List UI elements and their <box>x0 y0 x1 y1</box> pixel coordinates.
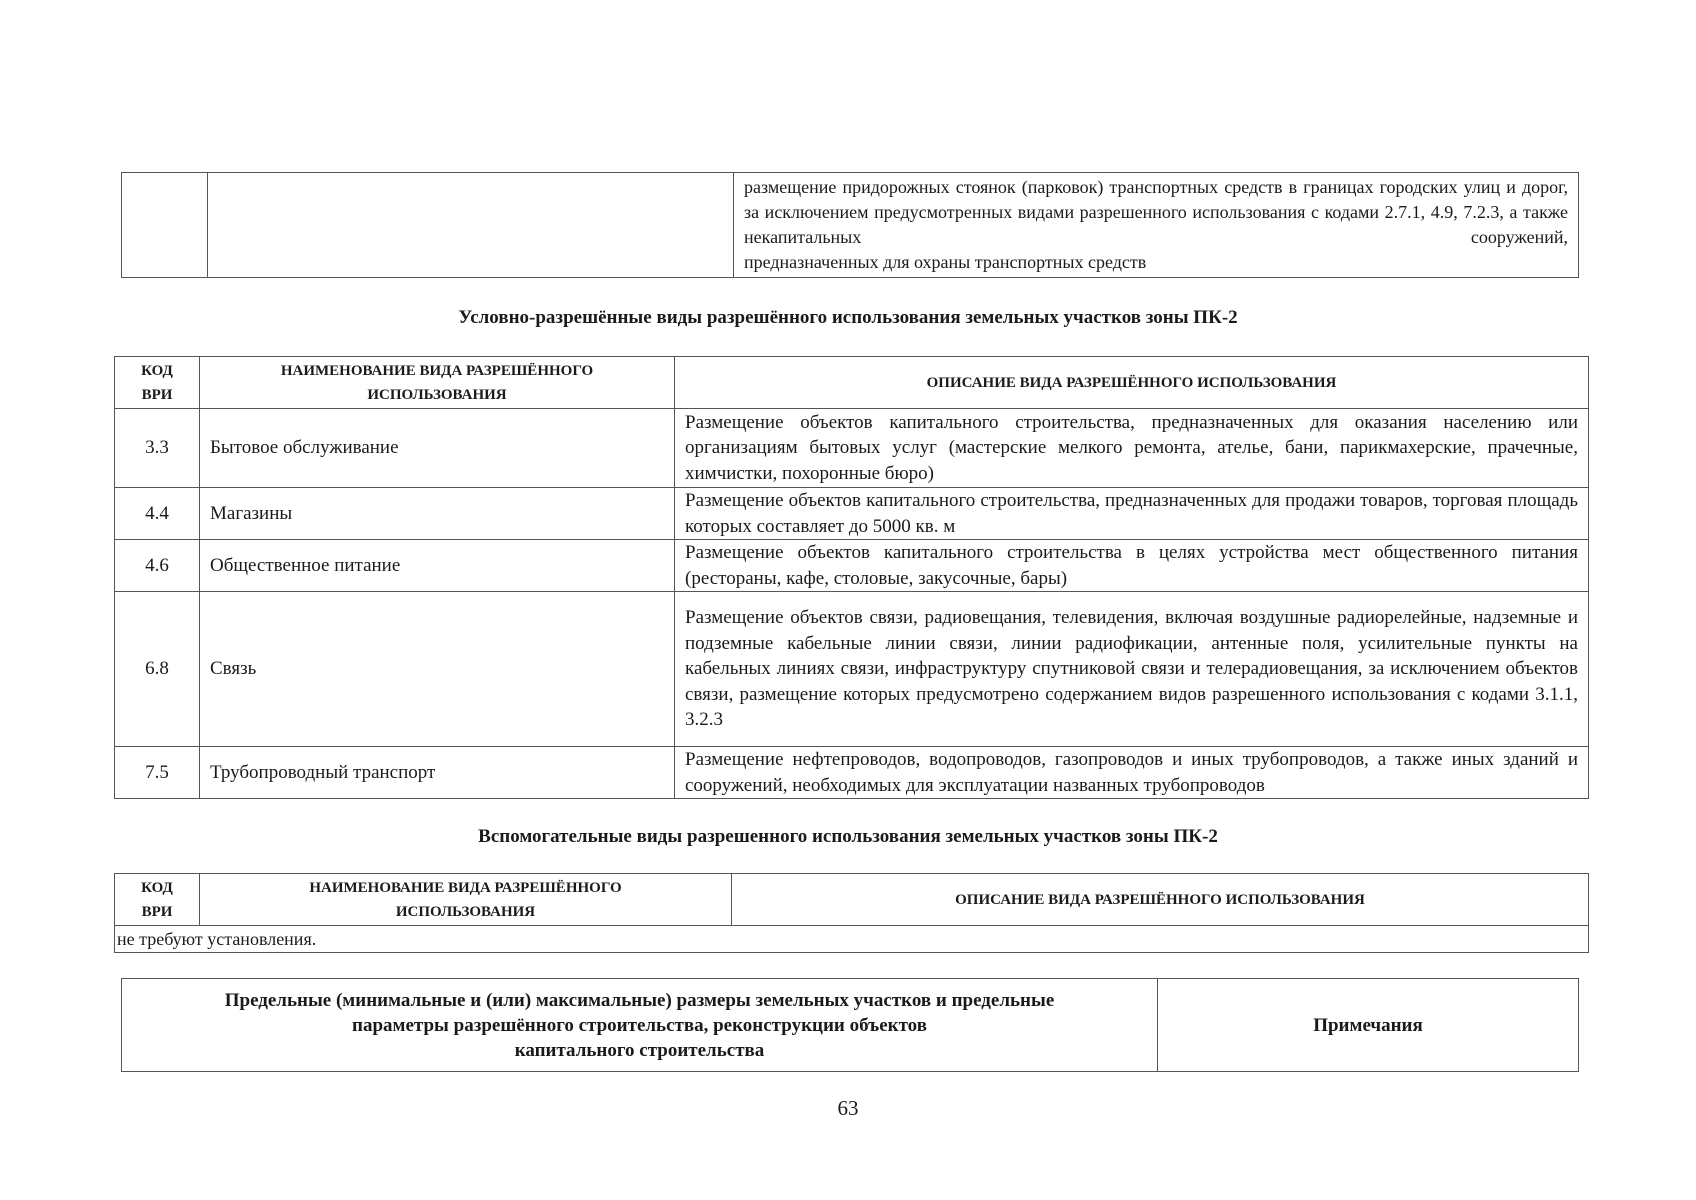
table-row <box>115 540 1589 592</box>
continuation-table <box>121 172 1579 278</box>
page-number: 63 <box>837 1096 859 1120</box>
name-cell: Трубопроводный транспорт <box>200 747 675 799</box>
description-line: размещение придорожных стоянок (парковок) транспортных средств в границах <box>744 177 1374 197</box>
auxiliary-uses-table <box>114 873 1589 953</box>
description-cell: Размещение объектов капитального строительства, предназначенных для оказания населению или организациям бытовых услуг (мастерские мелкого ремонта, ателье, бани, парикмахерские, прачечные, химчистки, похоронные бюро) <box>675 409 1589 488</box>
parameters-table <box>121 978 1579 1072</box>
table-header-row <box>115 357 1589 409</box>
auxiliary-section-title: Вспомогательные виды разрешенного использования земельных участков зоны ПК-2 <box>478 826 1218 847</box>
name-cell: Магазины <box>200 488 675 540</box>
code-cell: 4.4 <box>115 488 200 540</box>
description-line: использования с кодами 2.7.1, 4.9, 7.2.3, а также некапитальных сооружений, <box>744 202 1568 247</box>
name-cell <box>208 173 734 278</box>
description-cell <box>734 173 1579 278</box>
conditional-section-title: Условно-разрешённые виды разрешённого использования земельных участков зоны ПК-2 <box>458 307 1238 328</box>
name-cell: Бытовое обслуживание <box>200 409 675 488</box>
parameters-header: Предельные (минимальные и (или) максимальные) размеры земельных участков и предельные параметры разрешённого строительства, реконструкции объектов капитального строительства <box>122 979 1158 1072</box>
table-header-row <box>115 874 1589 926</box>
code-cell: 6.8 <box>115 592 200 747</box>
description-cell: Размещение объектов капитального строительства в целях устройства мест общественного питания (рестораны, кафе, столовые, закусочные, бары) <box>675 540 1589 592</box>
description-cell: Размещение объектов связи, радиовещания, телевидения, включая воздушные радиорелейные, надземные и подземные кабельные линии связи, линии радиофикации, антенные поля, усилительные пункты на кабельных линиях связи, инфраструктуру спутниковой связи и телерадиовещания, за исключением объектов связи, размещение которых предусмотрено содержанием видов разрешенного использования с кодами 3.1.1, 3.2.3 <box>675 592 1589 747</box>
table-row <box>115 747 1589 799</box>
table-row <box>115 592 1589 747</box>
table-row <box>122 173 1579 278</box>
empty-note: не требуют установления. <box>115 926 1589 953</box>
code-header: КОД ВРИ <box>115 874 200 926</box>
conditional-uses-table <box>114 356 1589 799</box>
code-header: КОД ВРИ <box>115 357 200 409</box>
table-row <box>115 488 1589 540</box>
description-header: ОПИСАНИЕ ВИДА РАЗРЕШЁННОГО ИСПОЛЬЗОВАНИЯ <box>675 357 1589 409</box>
description-header: ОПИСАНИЕ ВИДА РАЗРЕШЁННОГО ИСПОЛЬЗОВАНИЯ <box>732 874 1589 926</box>
table-header-row <box>122 979 1579 1072</box>
code-cell: 3.3 <box>115 409 200 488</box>
name-cell: Связь <box>200 592 675 747</box>
code-cell: 4.6 <box>115 540 200 592</box>
description-line: предназначенных для охраны транспортных средств <box>744 252 1147 272</box>
code-cell: 7.5 <box>115 747 200 799</box>
description-cell: Размещение объектов капитального строительства, предназначенных для продажи товаров, торговая площадь которых составляет до 5000 кв. м <box>675 488 1589 540</box>
name-header: НАИМЕНОВАНИЕ ВИДА РАЗРЕШЁННОГО ИСПОЛЬЗОВАНИЯ <box>200 357 675 409</box>
code-cell <box>122 173 208 278</box>
name-cell: Общественное питание <box>200 540 675 592</box>
table-row <box>115 926 1589 953</box>
table-row <box>115 409 1589 488</box>
notes-header: Примечания <box>1158 979 1579 1072</box>
description-cell: Размещение нефтепроводов, водопроводов, газопроводов и иных трубопроводов, а также иных зданий и сооружений, необходимых для эксплуатации названных трубопроводов <box>675 747 1589 799</box>
name-header: НАИМЕНОВАНИЕ ВИДА РАЗРЕШЁННОГО ИСПОЛЬЗОВАНИЯ <box>200 874 732 926</box>
description-line: городских улиц и дорог, за исключением предусмотренных видами разрешенного <box>744 177 1569 222</box>
